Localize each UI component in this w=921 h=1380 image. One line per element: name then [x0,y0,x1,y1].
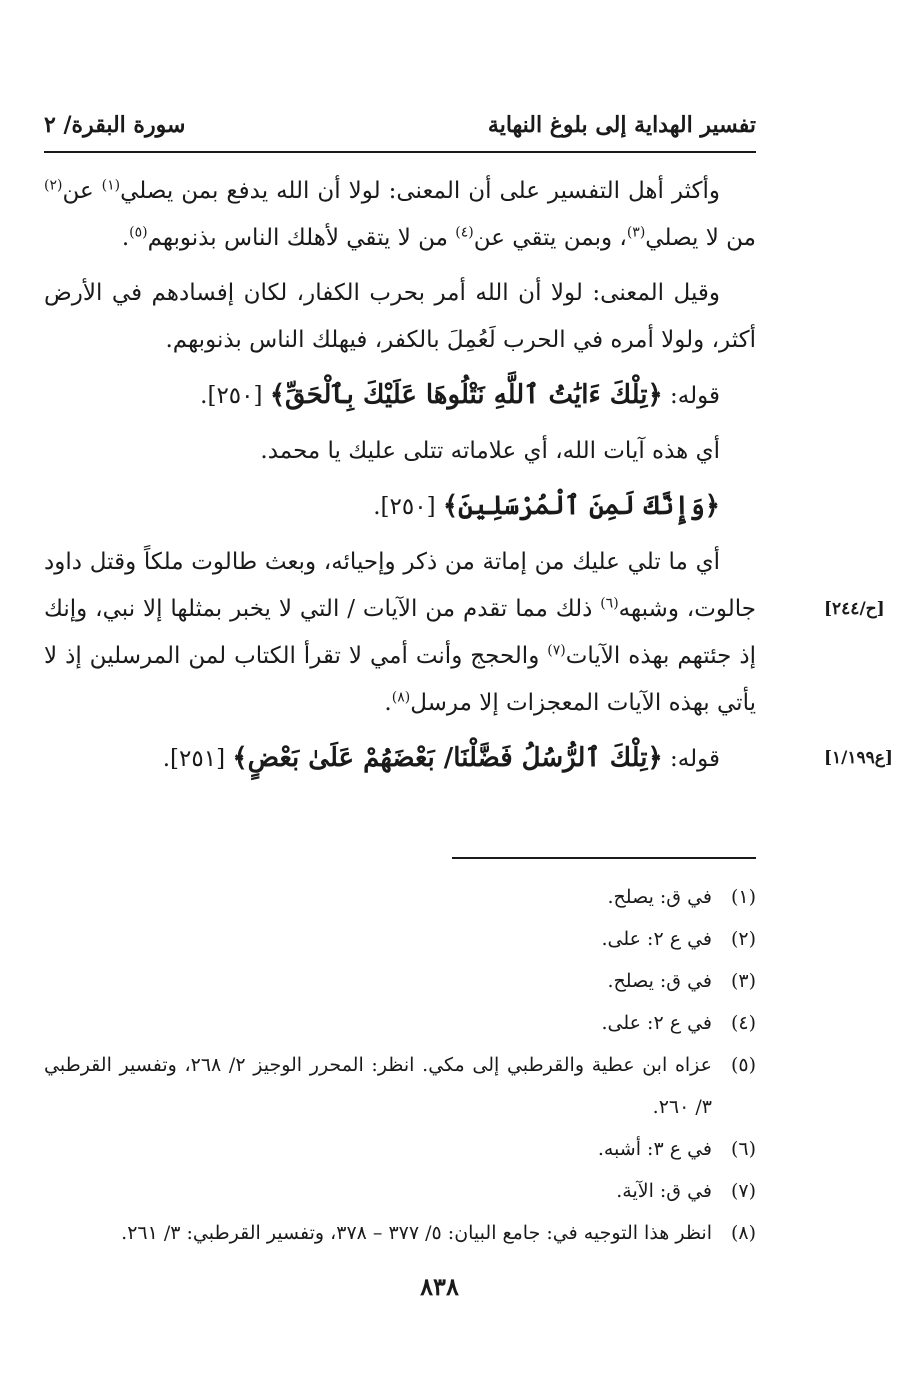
footnote-marker: (٨) [391,689,411,706]
footnote-text: عزاه ابن عطية والقرطبي إلى مكي. انظر: المحرر الوجيز ٢/ ٢٦٨، وتفسير القرطبي ٣/ ٢٦٠. [44,1054,712,1118]
footnote-text: انظر هذا التوجيه في: جامع البيان: ٥/ ٣٧٧ – ٣٧٨، وتفسير القرطبي: ٣/ ٢٦١. [121,1222,712,1244]
verse-prefix: قوله: [662,383,720,409]
footnote-text: في ق: يصلح. [607,886,712,908]
quran-verse: ﴿تِلْكَ ءَايَٰتُ ٱللَّهِ نَتْلُوهَا عَلَيْكَ بِٱلْحَقِّ﴾ [269,380,663,410]
quran-verse: ﴿وَإِنَّكَ لَمِنَ ٱلْمُرْسَلِينَ﴾ [442,491,720,521]
text-segment: أي ما تلي عليك من إماتة من ذكر وإحيائه، وبعث طالوت ملكاً وقتل داود جالوت، وشبهه [44,549,756,622]
footnote-number: (٨) [730,1222,756,1244]
manuscript-ref-2: [ع١/١٩٩] [824,748,893,768]
verse-quote-1 [44,372,756,420]
text-segment: . [121,225,130,251]
footnote [44,1128,756,1170]
manuscript-ref-1: [ح/٢٤٤] [824,599,885,619]
footnote [44,1044,756,1128]
footnote [44,1170,756,1212]
footnote-number: (٢) [730,928,756,950]
header-divider [44,151,756,153]
text-segment: ، وبمن يتقي عن [473,225,627,251]
text-segment: من لا يتقي لأهلك الناس بذنوبهم [147,225,456,251]
book-title: تفسير الهداية إلى بلوغ النهاية [487,112,756,138]
quran-verse: ﴿تِلْكَ ٱلرُّسُلُ فَضَّلْنَا/ بَعْضَهُمْ عَلَىٰ بَعْضٍ﴾ [232,743,663,773]
footnote-number: (٣) [730,970,756,992]
footnote-number: (١) [730,886,756,908]
footnote-marker: (٦) [600,595,619,612]
main-text [44,168,893,791]
footnote-divider [452,857,756,859]
page-header [44,108,756,144]
page-number: ٨٣٨ [420,1272,459,1301]
footnote-text: في ع ٣: أشبه. [597,1138,712,1160]
footnote-marker: (٧) [547,642,566,659]
footnote [44,960,756,1002]
verse-prefix: قوله: [662,746,720,772]
footnote-number: (٧) [730,1180,756,1202]
footnote [44,876,756,918]
footnote [44,1002,756,1044]
paragraph-1 [44,168,756,262]
footnote-text: في ق: الآية. [616,1180,712,1202]
verse-quote-3 [44,735,893,783]
text-segment: ذلك مما تقدم من الآيات / التي لا يخبر بمثلها إلا نبي، وإنك إذ جئتهم بهذه الآيات [44,596,756,669]
verse-quote-2 [44,483,756,531]
footnote-marker: (١) [101,177,121,194]
paragraph-3: أي هذه آيات الله، أي علاماته تتلى عليك يا محمد. [260,438,720,464]
footnote-number: (٤) [730,1012,756,1034]
paragraph-4 [44,539,885,727]
footnotes [44,876,756,1254]
footnote-marker: (٤) [455,224,474,241]
surah-label: سورة البقرة/ ٢ [44,112,186,138]
text-segment: وأكثر أهل التفسير على أن المعنى: لولا أن الله يدفع بمن يصلي [120,178,720,204]
footnote-number: (٦) [730,1138,756,1160]
verse-reference: [٢٥١]. [162,746,233,772]
footnote-text: في ق: يصلح. [607,970,712,992]
paragraph-2: وقيل المعنى: لولا أن الله أمر بحرب الكفار، لكان إفسادهم في الأرض أكثر، ولولا أمره في الحرب لَعُمِلَ بالكفر، فيهلك الناس بذنوبهم. [44,280,756,353]
footnote-marker: (٥) [129,224,148,241]
text-segment: والحجج وأنت أمي لا تقرأ الكتاب لمن المرسلين إذ لا يأتي بهذه الآيات المعجزات إلا مرسل [44,643,756,716]
footnote [44,918,756,960]
footnote-marker: (٢) [44,177,63,194]
footnote-number: (٥) [730,1054,756,1076]
text-segment: من لا يصلي [645,225,756,251]
text-segment: . [384,690,392,716]
verse-reference: [٢٥٠]. [200,383,270,409]
footnote [44,1212,756,1254]
footnote-marker: (٣) [626,224,646,241]
verse-reference: [٢٥٠]. [373,494,443,520]
footnote-text: في ع ٢: على. [601,1012,712,1034]
footnote-text: في ع ٢: على. [601,928,712,950]
text-segment: عن [62,178,102,204]
